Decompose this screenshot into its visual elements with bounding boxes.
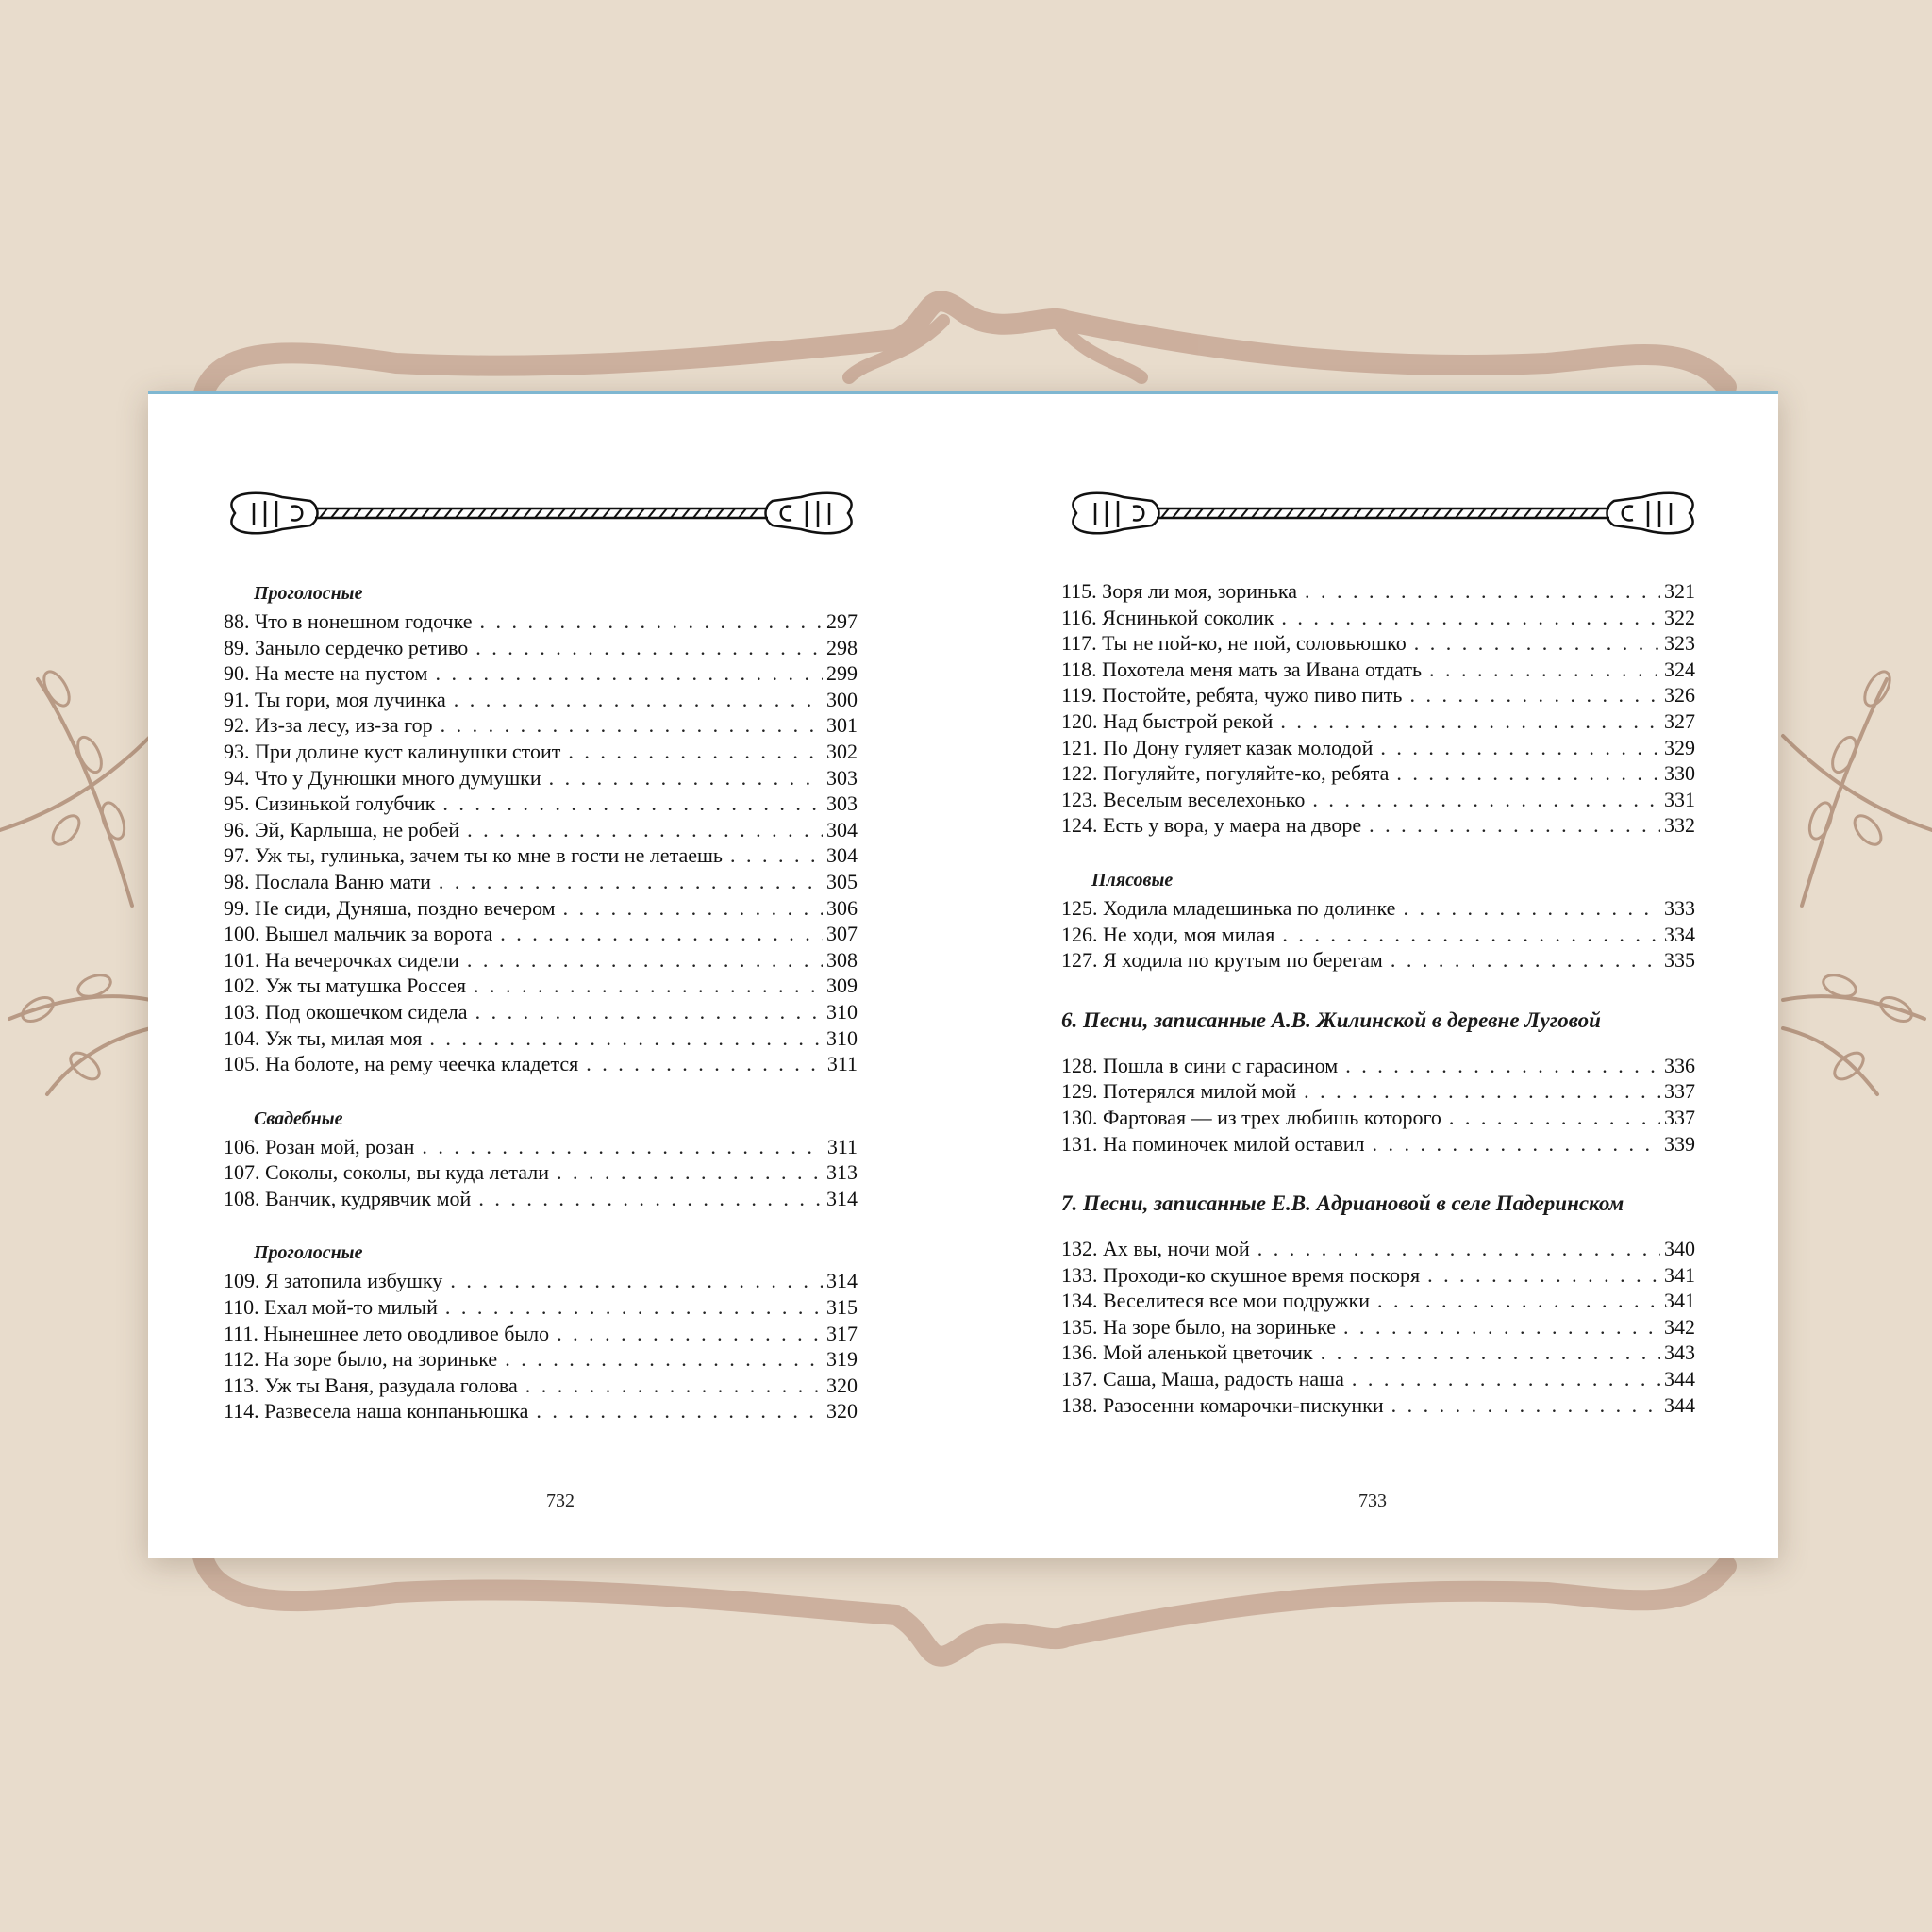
dot-leader <box>1414 630 1660 657</box>
dot-leader <box>1281 605 1660 631</box>
right-page <box>963 394 1778 1561</box>
toc-list <box>224 608 858 1077</box>
toc-entry-title: 104. Уж ты, милая моя <box>224 1025 423 1050</box>
dot-leader <box>1380 735 1660 761</box>
dot-leader <box>1280 708 1660 735</box>
toc-entry-page: 314 <box>826 1186 858 1210</box>
toc-entry-title: 120. Над быстрой рекой <box>1061 708 1274 733</box>
branch-right <box>1783 679 1932 1094</box>
toc-entry <box>224 1321 858 1347</box>
dot-leader <box>454 687 823 713</box>
toc-entry <box>1061 1340 1695 1366</box>
toc-entry-title: 133. Проходи-ко скушное время поскоря <box>1061 1262 1421 1287</box>
toc-entry-title: 103. Под окошечком сидела <box>224 999 468 1024</box>
toc-entry-page: 332 <box>1664 813 1695 838</box>
dot-leader <box>730 842 823 869</box>
toc-entry <box>224 712 858 739</box>
toc-entry <box>224 1373 858 1399</box>
toc-entry <box>224 739 858 765</box>
dot-leader <box>1312 787 1660 813</box>
toc-list <box>1061 578 1695 839</box>
dot-leader <box>479 608 823 635</box>
toc-entry-title: 107. Соколы, соколы, вы куда летали <box>224 1160 549 1185</box>
dot-leader <box>1369 812 1660 839</box>
toc-entry-page: 304 <box>826 817 858 841</box>
dot-leader <box>478 1186 823 1212</box>
toc-entry <box>1061 1131 1695 1158</box>
toc-entry <box>1061 708 1695 735</box>
dot-leader <box>586 1051 824 1077</box>
toc-entry <box>1061 1236 1695 1262</box>
dot-leader <box>1409 682 1660 708</box>
dot-leader <box>442 791 823 817</box>
toc-entry-title: 118. Похотела меня мать за Ивана отдать <box>1061 657 1423 681</box>
dot-leader <box>475 999 823 1025</box>
rope-ornament-icon <box>216 484 867 542</box>
toc-entry-page: 311 <box>826 1134 858 1158</box>
toc-entry <box>224 791 858 817</box>
dot-leader <box>435 660 823 687</box>
toc-entry-page: 320 <box>826 1399 858 1424</box>
toc-entry-title: 132. Ах вы, ночи мой <box>1061 1237 1250 1261</box>
toc-entry <box>1061 605 1695 631</box>
book-spread <box>148 391 1778 1558</box>
toc-entry <box>224 1159 858 1186</box>
toc-entry <box>1061 682 1695 708</box>
toc-entry <box>224 1186 858 1212</box>
toc-entry-page: 307 <box>826 922 858 946</box>
dot-leader <box>525 1373 823 1399</box>
toc-entry-title: 101. На вечерочках сидели <box>224 947 459 972</box>
toc-entry-page: 314 <box>826 1269 858 1293</box>
toc-entry <box>224 1294 858 1321</box>
toc-entry-title: 119. Постойте, ребята, чужо пиво пить <box>1061 683 1403 708</box>
toc-entry-title: 100. Вышел мальчик за ворота <box>224 922 493 946</box>
toc-entry <box>224 1268 858 1294</box>
toc-right <box>1061 578 1695 1418</box>
toc-entry-page: 340 <box>1664 1237 1695 1261</box>
toc-entry-title: 121. По Дону гуляет казак молодой <box>1061 735 1374 759</box>
dot-leader <box>1449 1105 1660 1131</box>
chapter-title: 7. Песни, записанные Е.В. Адриановой в селе Падеринском <box>1061 1191 1624 1216</box>
toc-entry <box>1061 947 1695 974</box>
dot-leader <box>474 973 823 999</box>
toc-list <box>1061 1053 1695 1157</box>
toc-entry-title: 114. Развесела наша конпаньюшка <box>224 1399 529 1424</box>
toc-entry-page: 339 <box>1664 1131 1695 1156</box>
toc-entry-page: 344 <box>1664 1367 1695 1391</box>
toc-entry <box>1061 735 1695 761</box>
toc-entry <box>1061 1314 1695 1341</box>
toc-entry-page: 337 <box>1664 1105 1695 1129</box>
toc-entry-title: 109. Я затопила избушку <box>224 1269 443 1293</box>
ribbon-bottom <box>203 1557 1726 1657</box>
toc-entry-page: 303 <box>826 791 858 816</box>
toc-entry-page: 326 <box>1664 683 1695 708</box>
toc-entry-title: 110. Ехал мой-то милый <box>224 1295 438 1320</box>
dot-leader <box>441 712 823 739</box>
toc-entry <box>1061 630 1695 657</box>
dot-leader <box>439 869 823 895</box>
toc-entry-title: 131. На поминочек милой оставил <box>1061 1131 1365 1156</box>
toc-entry-page: 310 <box>826 999 858 1024</box>
dot-leader <box>1321 1340 1660 1366</box>
toc-entry-page: 321 <box>1664 579 1695 603</box>
page-number: 733 <box>1358 1491 1387 1511</box>
dot-leader <box>536 1398 823 1424</box>
toc-entry <box>224 1134 858 1160</box>
toc-entry-title: 138. Разосенни комарочки-пискунки <box>1061 1392 1384 1417</box>
toc-entry <box>1061 1105 1695 1131</box>
dot-leader <box>1429 657 1660 683</box>
toc-entry-page: 298 <box>826 635 858 659</box>
toc-entry-page: 333 <box>1664 895 1695 920</box>
toc-entry-title: 129. Потерялся милой мой <box>1061 1079 1297 1104</box>
toc-entry-page: 299 <box>826 661 858 686</box>
toc-entry <box>1061 1288 1695 1314</box>
toc-entry-page: 305 <box>826 869 858 893</box>
toc-list <box>224 1268 858 1424</box>
dot-leader <box>500 921 823 947</box>
toc-entry-title: 116. Яснинькой соколик <box>1061 605 1274 629</box>
dot-leader <box>1427 1262 1660 1289</box>
toc-entry-page: 311 <box>826 1052 858 1076</box>
dot-leader <box>1391 947 1660 974</box>
toc-entry-title: 93. При долине куст калинушки стоит <box>224 739 561 763</box>
toc-entry-page: 330 <box>1664 761 1695 786</box>
toc-entry-title: 128. Пошла в сини с гарасином <box>1061 1053 1339 1077</box>
toc-entry-title: 106. Розан мой, розан <box>224 1134 415 1158</box>
toc-entry-page: 313 <box>826 1160 858 1185</box>
toc-entry-title: 90. На месте на пустом <box>224 661 428 686</box>
dot-leader <box>475 635 823 661</box>
toc-entry-page: 342 <box>1664 1314 1695 1339</box>
toc-entry-page: 315 <box>826 1295 858 1320</box>
dot-leader <box>1391 1392 1660 1419</box>
toc-entry <box>224 869 858 895</box>
toc-entry-page: 341 <box>1664 1262 1695 1287</box>
toc-entry-page: 309 <box>826 974 858 998</box>
toc-entry <box>1061 1392 1695 1419</box>
toc-entry <box>224 660 858 687</box>
dot-leader <box>450 1268 823 1294</box>
toc-entry <box>224 1398 858 1424</box>
dot-leader <box>1345 1053 1660 1079</box>
dot-leader <box>1372 1131 1660 1158</box>
toc-entry-page: 303 <box>826 765 858 790</box>
toc-entry-page: 329 <box>1664 735 1695 759</box>
toc-entry-title: 88. Что в нонешном годочке <box>224 609 473 633</box>
toc-entry <box>1061 787 1695 813</box>
branch-left-buds <box>18 668 128 1085</box>
toc-entry-title: 113. Уж ты Ваня, разудала голова <box>224 1373 518 1397</box>
toc-entry-title: 115. Зоря ли моя, зоринька <box>1061 579 1297 603</box>
dot-leader <box>1343 1314 1660 1341</box>
toc-entry-page: 331 <box>1664 787 1695 811</box>
section-title: Проголосные <box>254 583 363 604</box>
page-number: 732 <box>546 1491 575 1511</box>
toc-entry-title: 126. Не ходи, моя милая <box>1061 922 1275 946</box>
toc-entry <box>1061 1078 1695 1105</box>
toc-entry-page: 327 <box>1664 708 1695 733</box>
toc-entry-title: 124. Есть у вора, у маера на дворе <box>1061 813 1362 838</box>
toc-entry-title: 137. Саша, Маша, радость наша <box>1061 1367 1344 1391</box>
dot-leader <box>1257 1236 1660 1262</box>
toc-entry <box>224 895 858 922</box>
toc-entry-title: 98. Послала Ваню мати <box>224 869 431 893</box>
toc-entry-title: 136. Мой аленькой цветочик <box>1061 1341 1313 1365</box>
toc-list <box>1061 1236 1695 1418</box>
toc-entry <box>224 999 858 1025</box>
dot-leader <box>557 1321 823 1347</box>
toc-entry-page: 301 <box>826 713 858 738</box>
toc-entry-page: 306 <box>826 895 858 920</box>
dot-leader <box>1396 760 1660 787</box>
toc-entry-page: 334 <box>1664 922 1695 946</box>
section-title: Проголосные <box>254 1242 363 1264</box>
toc-entry-page: 319 <box>826 1347 858 1372</box>
toc-entry <box>224 608 858 635</box>
toc-entry-page: 297 <box>826 609 858 633</box>
toc-entry-page: 310 <box>826 1025 858 1050</box>
toc-entry-page: 317 <box>826 1321 858 1345</box>
toc-entry-title: 99. Не сиди, Дуняша, поздно вечером <box>224 895 556 920</box>
toc-entry <box>1061 895 1695 922</box>
toc-entry <box>224 1346 858 1373</box>
chapter-title: 6. Песни, записанные А.В. Жилинской в деревне Луговой <box>1061 1008 1601 1032</box>
toc-entry-page: 343 <box>1664 1341 1695 1365</box>
dot-leader <box>505 1346 823 1373</box>
toc-entry <box>1061 1053 1695 1079</box>
toc-entry <box>1061 922 1695 948</box>
toc-entry-title: 117. Ты не пой-ко, не пой, соловьюшко <box>1061 631 1407 656</box>
toc-entry <box>224 842 858 869</box>
toc-entry-title: 134. Веселитеся все мои подружки <box>1061 1289 1371 1313</box>
toc-entry-title: 111. Нынешнее лето оводливое было <box>224 1321 550 1345</box>
toc-entry-page: 341 <box>1664 1289 1695 1313</box>
toc-entry-title: 97. Уж ты, гулинька, зачем ты ко мне в гости не летаешь <box>224 843 723 868</box>
branch-right-buds <box>1806 668 1916 1085</box>
dot-leader <box>467 817 823 843</box>
left-page <box>148 394 963 1561</box>
toc-entry-page: 337 <box>1664 1079 1695 1104</box>
toc-entry-title: 112. На зоре было, на зориньке <box>224 1347 498 1372</box>
toc-entry-title: 92. Из-за лесу, из-за гор <box>224 713 433 738</box>
toc-entry-title: 122. Погуляйте, погуляйте-ко, ребята <box>1061 761 1390 786</box>
section-title: Плясовые <box>1091 869 1174 891</box>
toc-entry-title: 96. Эй, Карлыша, не робей <box>224 817 460 841</box>
branch-left <box>0 679 151 1094</box>
toc-entry <box>1061 760 1695 787</box>
toc-entry <box>224 765 858 791</box>
toc-entry-page: 320 <box>826 1373 858 1397</box>
toc-list <box>1061 895 1695 974</box>
dot-leader <box>1305 578 1660 605</box>
toc-entry-page: 304 <box>826 843 858 868</box>
dot-leader <box>1352 1366 1660 1392</box>
dot-leader <box>557 1159 823 1186</box>
toc-entry-title: 127. Я ходила по крутым по берегам <box>1061 948 1383 973</box>
toc-entry <box>224 921 858 947</box>
toc-entry-title: 102. Уж ты матушка Россея <box>224 974 467 998</box>
dot-leader <box>422 1134 823 1160</box>
toc-entry-title: 105. На болоте, на рему чеечка кладется <box>224 1052 579 1076</box>
dot-leader <box>1304 1078 1660 1105</box>
toc-entry <box>224 1025 858 1052</box>
toc-entry <box>1061 1366 1695 1392</box>
toc-entry-title: 108. Ванчик, кудрявчик мой <box>224 1186 472 1210</box>
toc-left <box>224 578 858 1424</box>
toc-entry <box>1061 1262 1695 1289</box>
toc-entry-page: 336 <box>1664 1053 1695 1077</box>
toc-entry-page: 308 <box>826 947 858 972</box>
rope-ornament-icon <box>1058 484 1708 542</box>
toc-entry <box>224 635 858 661</box>
toc-entry <box>1061 657 1695 683</box>
toc-list <box>224 1134 858 1212</box>
dot-leader <box>467 947 823 974</box>
dot-leader <box>1282 922 1660 948</box>
toc-entry-page: 335 <box>1664 948 1695 973</box>
dot-leader <box>445 1294 823 1321</box>
dot-leader <box>563 895 823 922</box>
toc-entry-page: 322 <box>1664 605 1695 629</box>
toc-entry <box>1061 578 1695 605</box>
toc-entry-page: 323 <box>1664 631 1695 656</box>
toc-entry-title: 95. Сизинькой голубчик <box>224 791 436 816</box>
toc-entry-page: 344 <box>1664 1392 1695 1417</box>
section-title: Свадебные <box>254 1108 343 1129</box>
dot-leader <box>549 765 823 791</box>
toc-entry-page: 302 <box>826 739 858 763</box>
toc-entry <box>224 817 858 843</box>
ribbon-top <box>203 301 1726 396</box>
toc-entry-page: 300 <box>826 687 858 711</box>
toc-entry-title: 94. Что у Дунюшки много думушки <box>224 765 541 790</box>
dot-leader <box>1403 895 1660 922</box>
toc-entry-page: 324 <box>1664 657 1695 681</box>
toc-entry-title: 89. Заныло сердечко ретиво <box>224 635 469 659</box>
toc-entry <box>224 973 858 999</box>
toc-entry-title: 130. Фартовая — из трех любишь которого <box>1061 1105 1441 1129</box>
dot-leader <box>568 739 823 765</box>
toc-entry-title: 135. На зоре было, на зориньке <box>1061 1314 1337 1339</box>
toc-entry <box>224 1051 858 1077</box>
toc-entry-title: 91. Ты гори, моя лучинка <box>224 687 446 711</box>
toc-entry-title: 123. Веселым веселехонько <box>1061 787 1306 811</box>
toc-entry <box>224 687 858 713</box>
toc-entry <box>224 947 858 974</box>
toc-entry <box>1061 812 1695 839</box>
dot-leader <box>1377 1288 1660 1314</box>
toc-entry-title: 125. Ходила младешинька по долинке <box>1061 895 1396 920</box>
dot-leader <box>429 1025 823 1052</box>
